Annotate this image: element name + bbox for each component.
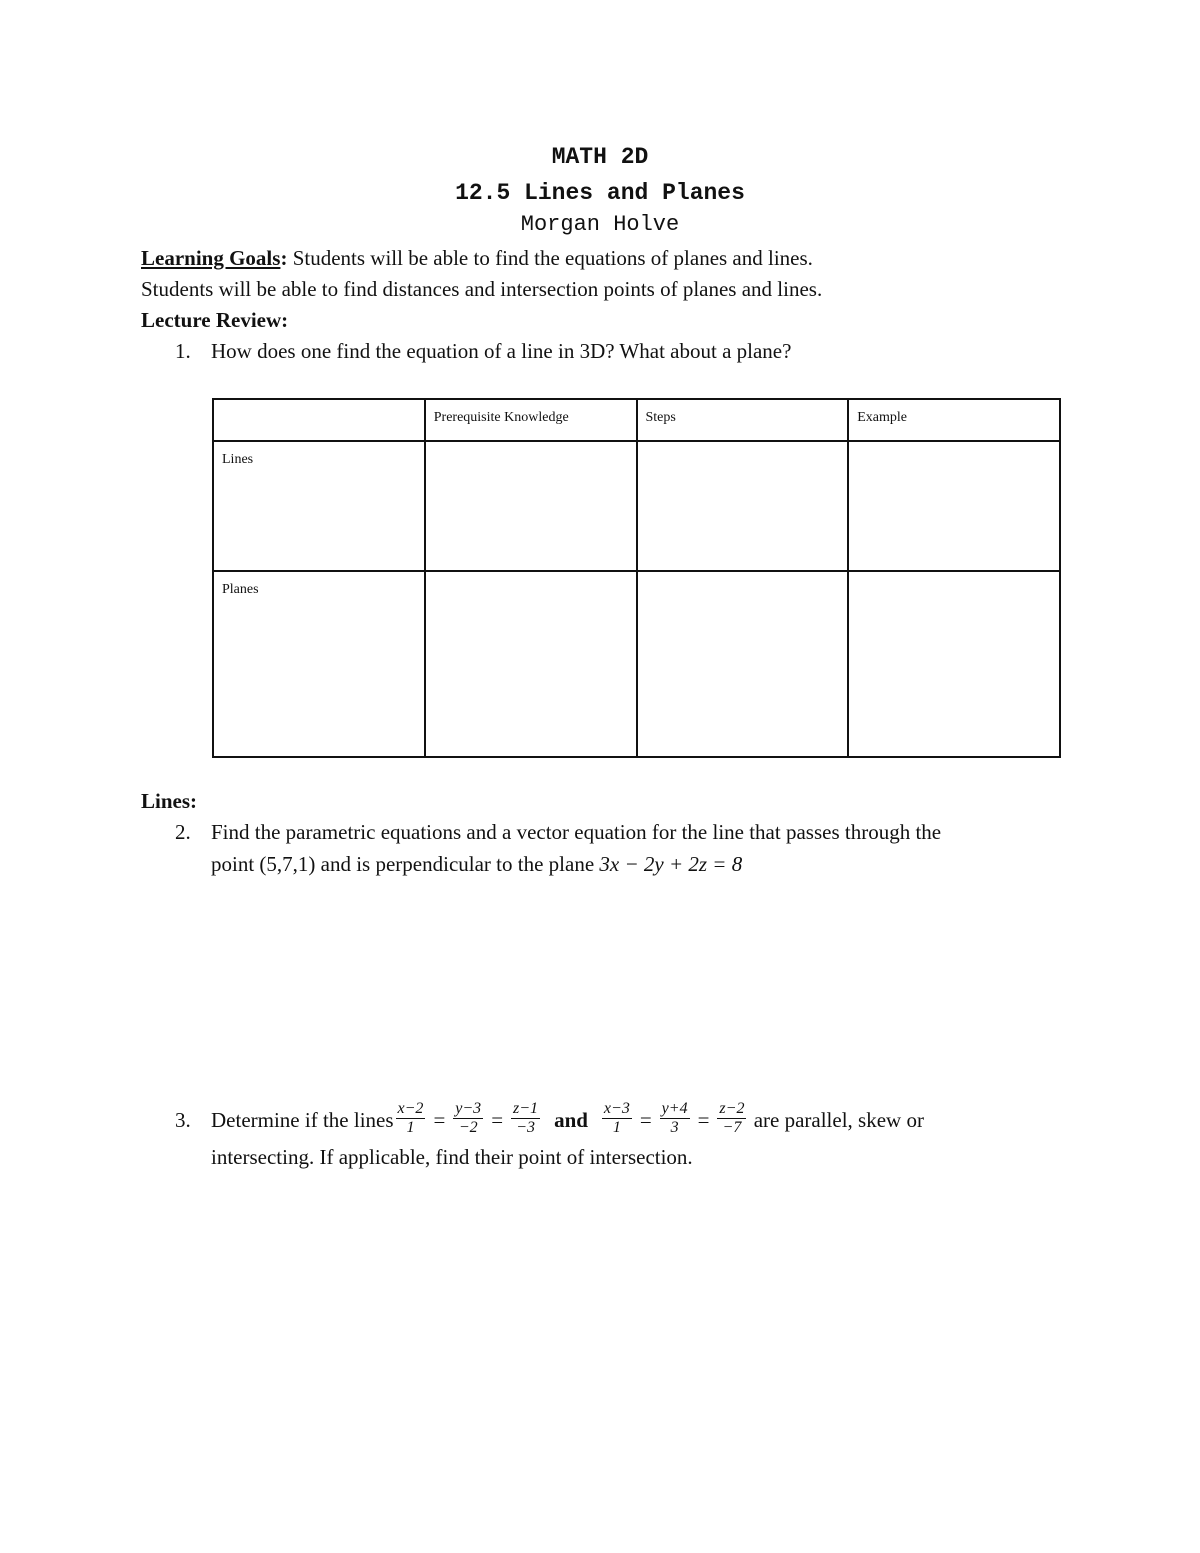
line-b-y-fraction: $\frac{y+4}{3}$	[661, 1099, 688, 1136]
question-2-number: 2.	[175, 820, 191, 844]
question-3-text-pre: Determine if the lines	[211, 1107, 394, 1132]
table-row-label: Planes	[213, 571, 425, 757]
question-3-text-post: are parallel, skew or	[748, 1107, 924, 1132]
equals-sign: =	[639, 1107, 652, 1132]
equals-sign: =	[697, 1107, 710, 1132]
table-cell	[425, 441, 637, 571]
question-2-text-2	[211, 852, 742, 877]
line-a-z-fraction: $\frac{z-1}{-3}$	[513, 1099, 539, 1136]
table-row-label: Lines	[213, 441, 425, 571]
question-1-text: How does one find the equation of a line in 3D? What about a plane?	[211, 339, 792, 363]
line-a-x-fraction: $\frac{x-2}{1}$	[397, 1099, 424, 1136]
page-title: 12.5 Lines and Planes	[455, 180, 745, 206]
question-3-number: 3.	[175, 1108, 191, 1132]
table-header-cell: Steps	[637, 399, 849, 441]
table-cell	[848, 441, 1060, 571]
question-3-text-1	[211, 1100, 924, 1140]
table-cell	[637, 441, 849, 571]
table-row	[213, 441, 1060, 571]
author-name: Morgan Holve	[520, 212, 680, 237]
equals-sign: =	[491, 1107, 504, 1132]
and-word: and	[554, 1107, 588, 1132]
question-2-text-1: Find the parametric equations and a vector equation for the line that passes through the	[211, 820, 942, 844]
learning-goals-text-2: Students will be able to find distances and intersection points of planes and lines.	[141, 277, 823, 301]
learning-goals-label: Learning Goals	[141, 246, 281, 270]
equals-sign: =	[433, 1107, 446, 1132]
lecture-review-table	[212, 398, 1061, 758]
lines-heading: Lines:	[141, 789, 198, 813]
table-header-cell	[213, 399, 425, 441]
table-header-cell: Example	[848, 399, 1060, 441]
learning-goals-colon: :	[280, 246, 288, 270]
course-code: MATH 2D	[551, 144, 649, 170]
table-cell	[637, 571, 849, 757]
table-cell	[848, 571, 1060, 757]
line-a-y-fraction: $\frac{y-3}{-2}$	[455, 1099, 482, 1136]
line-b-z-fraction: $\frac{z-2}{-7}$	[719, 1099, 745, 1136]
table-header-row	[213, 399, 1060, 441]
table-header-cell: Prerequisite Knowledge	[425, 399, 637, 441]
question-3-text-2: intersecting. If applicable, find their point of intersection.	[211, 1145, 693, 1169]
question-1-number: 1.	[175, 339, 191, 363]
table-row	[213, 571, 1060, 757]
table-cell	[425, 571, 637, 757]
learning-goals-line	[141, 246, 813, 271]
learning-goals-text-1: Students will be able to find the equations of planes and lines.	[287, 246, 813, 270]
lecture-review-heading: Lecture Review:	[141, 308, 289, 332]
plane-equation: 3x − 2y + 2z = 8	[599, 852, 743, 876]
line-b-x-fraction: $\frac{x-3}{1}$	[603, 1099, 630, 1136]
question-2-text-pre: point (5,7,1) and is perpendicular to the plane	[211, 852, 600, 876]
